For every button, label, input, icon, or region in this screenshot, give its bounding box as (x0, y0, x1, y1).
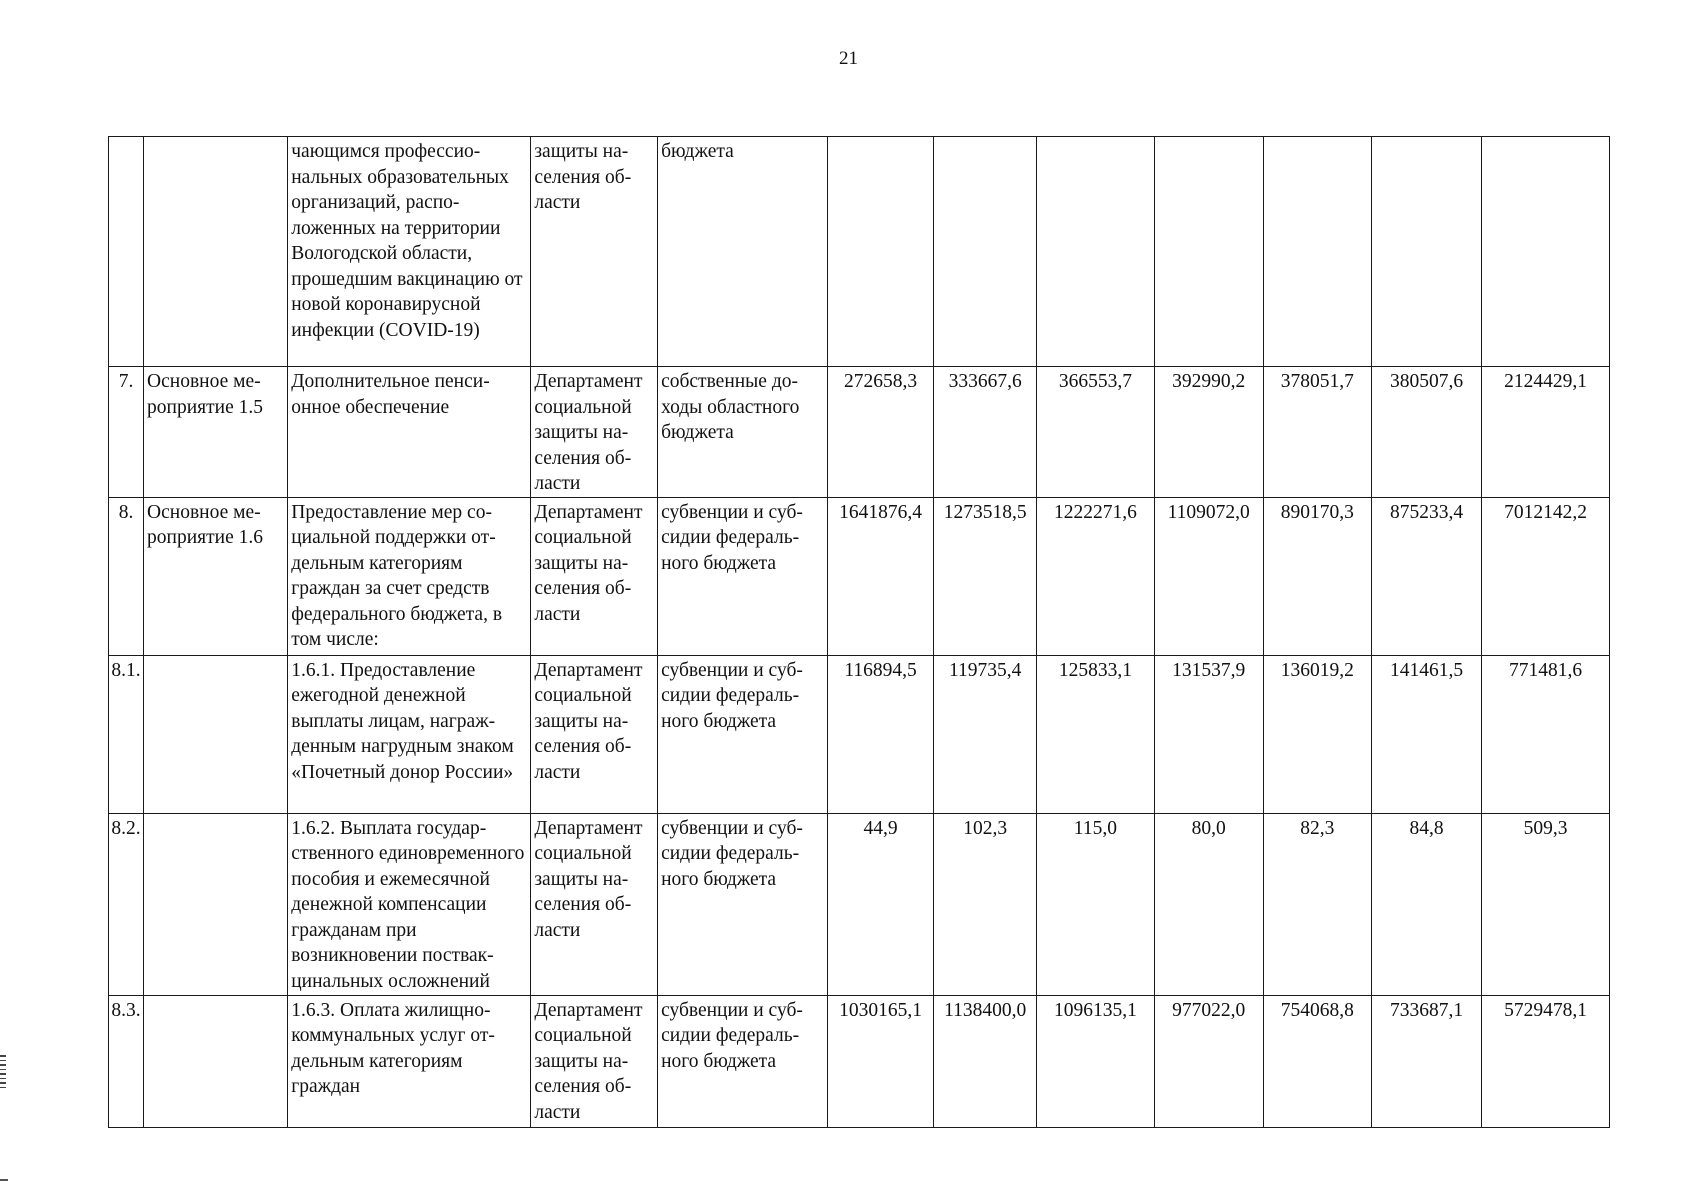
measure-name-cell: Предоставление мер социальной поддержки отдельным категориям граждан за счет средств федерального бюджета, в том числе: (288, 497, 531, 655)
value-cell: 754068,8 (1263, 995, 1371, 1127)
executor-cell: Департамент социальной защиты населения области (531, 367, 658, 498)
value-cell: 1096135,1 (1037, 995, 1154, 1127)
measure-name-cell: 1.6.1. Предоставление ежегодной денежной выплаты лицам, награжденным нагрудным знаком «Почетный донор России» (288, 655, 531, 813)
row-number-cell (109, 137, 144, 367)
measure-name-cell: 1.6.3. Оплата жилищно-коммунальных услуг отдельным категориям граждан (288, 995, 531, 1127)
value-cell: 131537,9 (1154, 655, 1263, 813)
value-cell: 115,0 (1037, 813, 1154, 995)
row-number-cell: 8. (109, 497, 144, 655)
page-number: 21 (839, 48, 858, 69)
value-cell: 392990,2 (1154, 367, 1263, 498)
value-cell: 116894,5 (828, 655, 934, 813)
value-cell: 102,3 (934, 813, 1037, 995)
total-cell: 771481,6 (1482, 655, 1610, 813)
value-cell: 1222271,6 (1037, 497, 1154, 655)
executor-cell: Департамент социальной защиты населения области (531, 497, 658, 655)
value-cell: 82,3 (1263, 813, 1371, 995)
total-cell: 509,3 (1482, 813, 1610, 995)
value-cell: 80,0 (1154, 813, 1263, 995)
row-number-cell: 8.1. (109, 655, 144, 813)
value-cell: 125833,1 (1037, 655, 1154, 813)
row-number-cell: 7. (109, 367, 144, 498)
measure-cell: Основное мероприятие 1.6 (144, 497, 288, 655)
scan-margin-tick (0, 1179, 8, 1181)
value-cell: 333667,6 (934, 367, 1037, 498)
measure-cell: Основное мероприятие 1.5 (144, 367, 288, 498)
value-cell (1037, 137, 1154, 367)
value-cell: 1273518,5 (934, 497, 1037, 655)
value-cell (1263, 137, 1371, 367)
value-cell: 136019,2 (1263, 655, 1371, 813)
scan-margin-marks (0, 1055, 6, 1100)
executor-cell: Департамент социальной защиты населения области (531, 995, 658, 1127)
value-cell: 875233,4 (1371, 497, 1481, 655)
executor-cell: Департамент социальной защиты населения области (531, 813, 658, 995)
value-cell: 366553,7 (1037, 367, 1154, 498)
total-cell: 5729478,1 (1482, 995, 1610, 1127)
measure-cell (144, 995, 288, 1127)
value-cell: 733687,1 (1371, 995, 1481, 1127)
value-cell (1154, 137, 1263, 367)
funding-source-cell: бюджета (658, 137, 828, 367)
measure-cell (144, 813, 288, 995)
value-cell (828, 137, 934, 367)
value-cell: 380507,6 (1371, 367, 1481, 498)
measure-cell (144, 137, 288, 367)
executor-cell: защиты населения области (531, 137, 658, 367)
value-cell: 1641876,4 (828, 497, 934, 655)
funding-source-cell: субвенции и субсидии федерального бюджета (658, 655, 828, 813)
table-row (109, 813, 1610, 995)
executor-cell: Департамент социальной защиты населения области (531, 655, 658, 813)
row-number-cell: 8.3. (109, 995, 144, 1127)
value-cell: 977022,0 (1154, 995, 1263, 1127)
total-cell: 2124429,1 (1482, 367, 1610, 498)
funding-source-cell: собственные доходы областного бюджета (658, 367, 828, 498)
table-row (109, 367, 1610, 498)
table-row (109, 655, 1610, 813)
value-cell: 378051,7 (1263, 367, 1371, 498)
value-cell: 44,9 (828, 813, 934, 995)
measure-cell (144, 655, 288, 813)
measure-name-cell: 1.6.2. Выплата государственного единовременного пособия и ежемесячной денежной компенсации гражданам при возникновении поствакцинальных осложнений (288, 813, 531, 995)
table-row (109, 497, 1610, 655)
value-cell: 890170,3 (1263, 497, 1371, 655)
value-cell: 141461,5 (1371, 655, 1481, 813)
measures-table (108, 136, 1610, 1128)
table-row (109, 137, 1610, 367)
measure-name-cell: чающимся профессиональных образовательных организаций, расположенных на территории Вологодской области, прошедшим вакцинацию от новой коронавирусной инфекции (COVID-19) (288, 137, 531, 367)
total-cell: 7012142,2 (1482, 497, 1610, 655)
value-cell: 1030165,1 (828, 995, 934, 1127)
value-cell (1371, 137, 1481, 367)
value-cell: 1138400,0 (934, 995, 1037, 1127)
table-row (109, 995, 1610, 1127)
measure-name-cell: Дополнительное пенсионное обеспечение (288, 367, 531, 498)
value-cell: 272658,3 (828, 367, 934, 498)
row-number-cell: 8.2. (109, 813, 144, 995)
funding-source-cell: субвенции и субсидии федерального бюджета (658, 497, 828, 655)
funding-source-cell: субвенции и субсидии федерального бюджета (658, 813, 828, 995)
value-cell: 1109072,0 (1154, 497, 1263, 655)
value-cell: 84,8 (1371, 813, 1481, 995)
funding-source-cell: субвенции и субсидии федерального бюджета (658, 995, 828, 1127)
total-cell (1482, 137, 1610, 367)
value-cell (934, 137, 1037, 367)
value-cell: 119735,4 (934, 655, 1037, 813)
